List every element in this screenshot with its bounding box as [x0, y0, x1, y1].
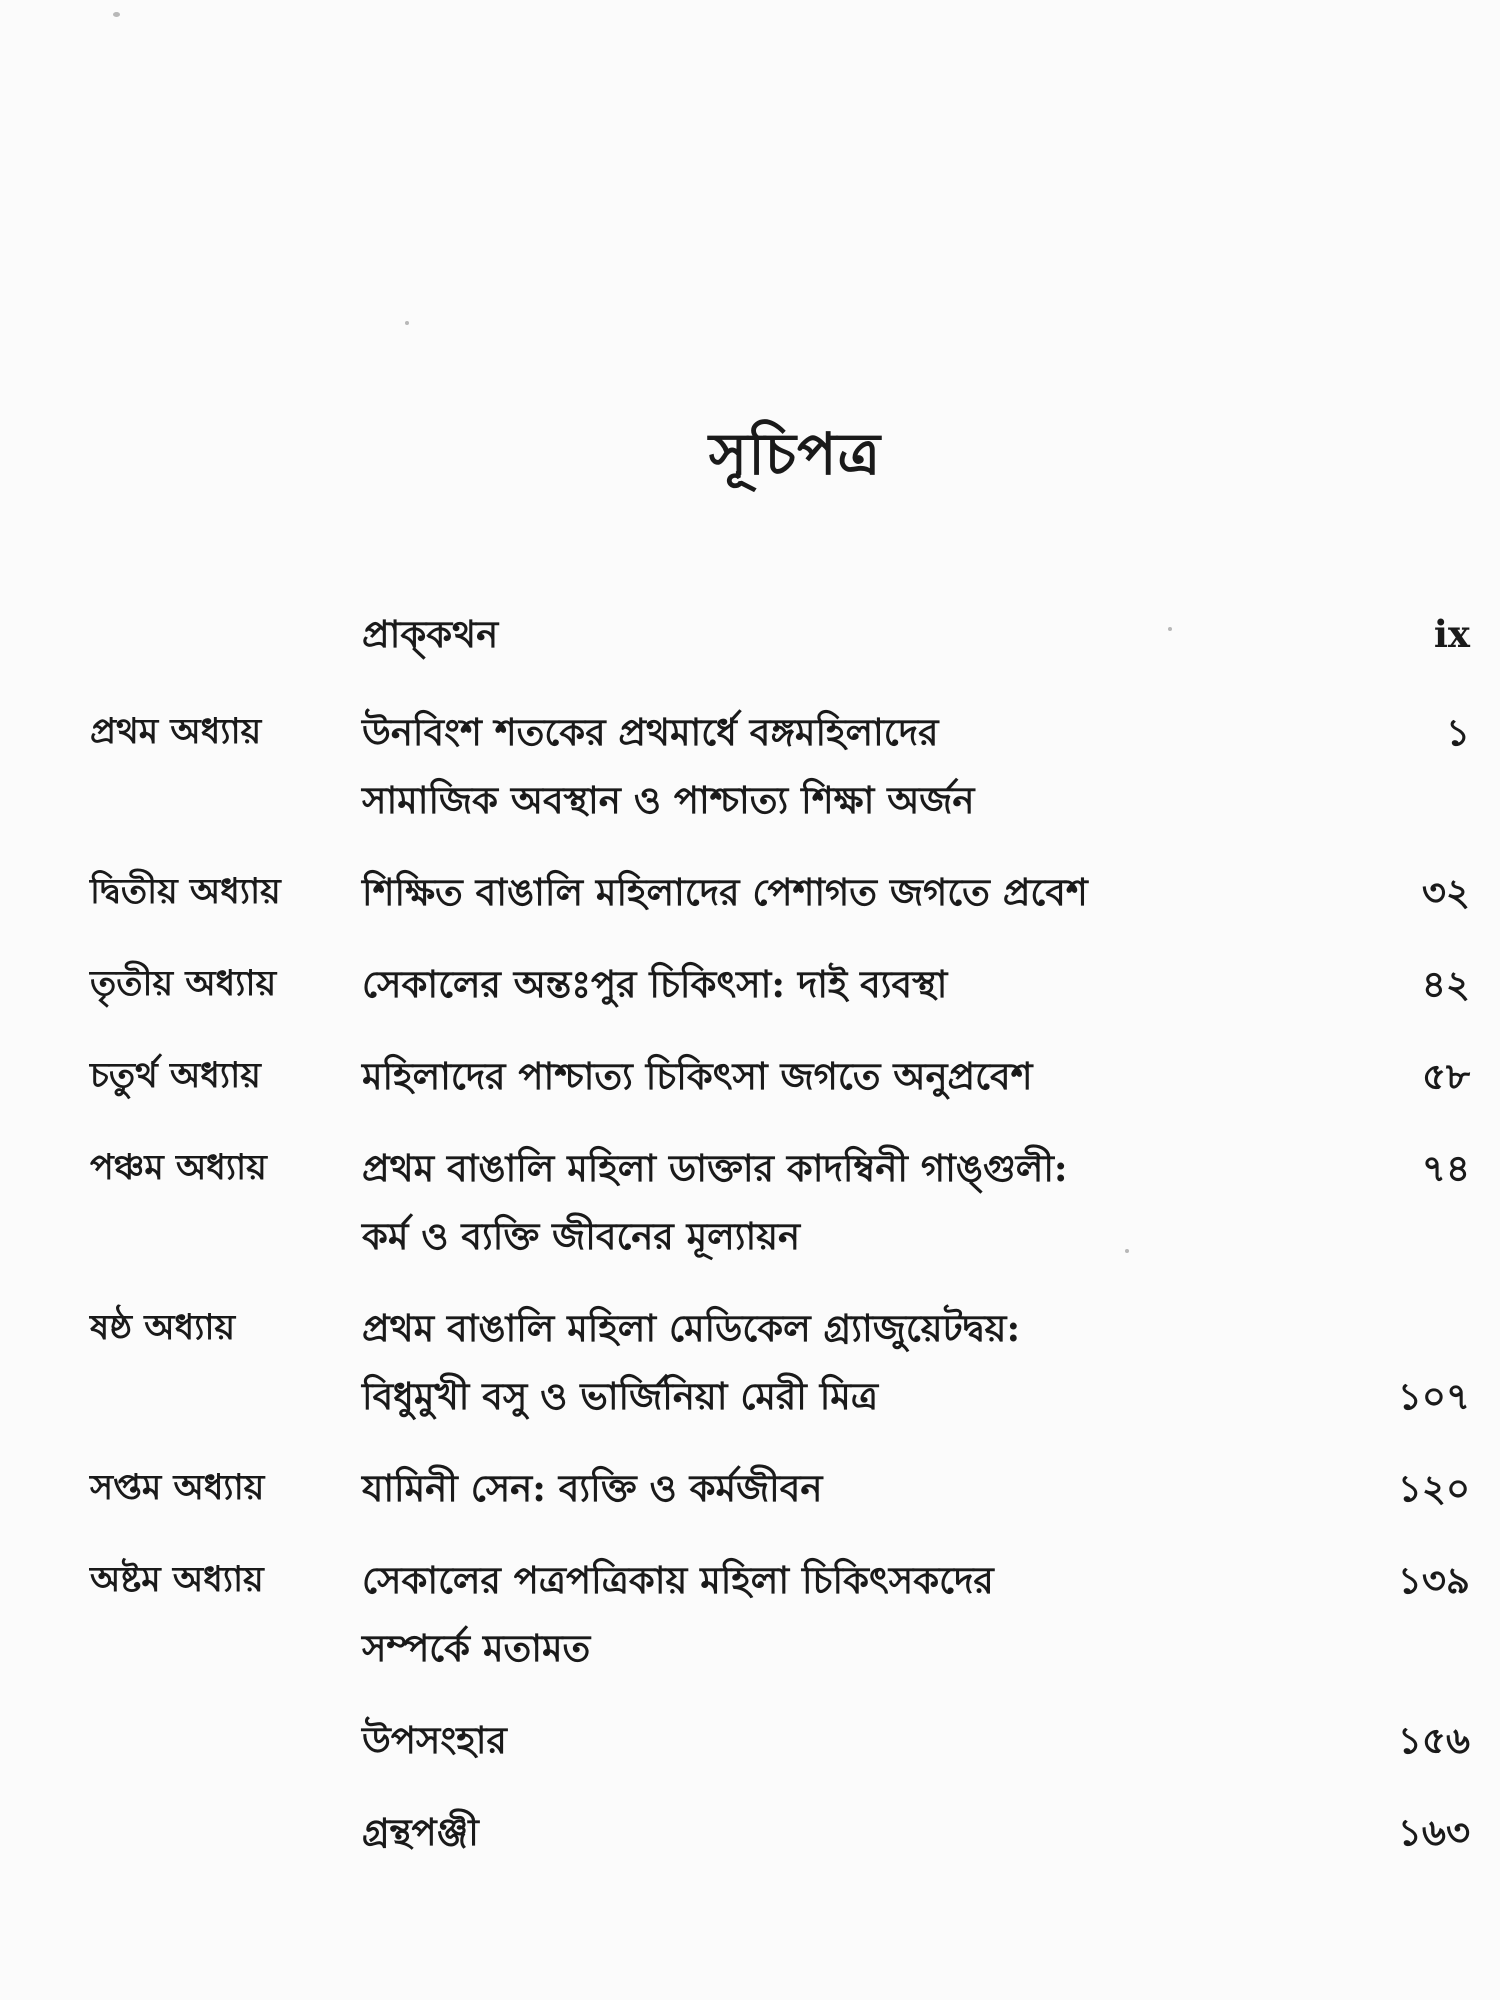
heading-line: সামাজিক অবস্থান ও পাশ্চাত্য শিক্ষা অর্জন: [362, 778, 975, 822]
heading-line: শিক্ষিত বাঙালি মহিলাদের পেশাগত জগতে প্রবেশ: [362, 870, 1088, 914]
heading-line: প্রথম বাঙালি মহিলা ডাক্তার কাদম্বিনী গাঙ্গুলী:: [362, 1146, 1068, 1190]
heading-line: সেকালের অন্তঃপুর চিকিৎসা: দাই ব্যবস্থা: [362, 962, 948, 1006]
page-number: ১০৭: [1397, 1374, 1470, 1418]
chapter-label: সপ্তম অধ্যায়: [90, 1467, 265, 1508]
toc-entry-chapter-5: [90, 1134, 1470, 1270]
entry-heading: [362, 950, 1262, 1018]
entry-heading: [362, 1042, 1262, 1110]
heading-line: গ্রন্থপঞ্জী: [362, 1810, 479, 1854]
heading-line: মহিলাদের পাশ্চাত্য চিকিৎসা জগতে অনুপ্রবেশ: [362, 1054, 1033, 1098]
chapter-label: পঞ্চম অধ্যায়: [90, 1147, 267, 1188]
entry-heading: [362, 858, 1262, 926]
chapter-label: অষ্টম অধ্যায়: [90, 1559, 264, 1600]
toc-entry-chapter-7: [90, 1454, 1470, 1522]
toc-entry-chapter-6: [90, 1294, 1470, 1430]
toc-entry-chapter-4: [90, 1042, 1470, 1110]
heading-line: উনবিংশ শতকের প্রথমার্ধে বঙ্গমহিলাদের: [362, 710, 939, 754]
entry-heading: [362, 698, 1262, 834]
page-number: ৭৪: [1421, 1146, 1470, 1190]
toc-entry-chapter-8: [90, 1546, 1470, 1682]
print-speck: [405, 321, 409, 325]
heading-line: সম্পর্কে মতামত: [362, 1626, 591, 1670]
heading-line: কর্ম ও ব্যক্তি জীবনের মূল্যায়ন: [362, 1214, 801, 1258]
table-of-contents: [90, 600, 1470, 1854]
page-number: ১২০: [1397, 1466, 1470, 1510]
page-number: ৩২: [1421, 870, 1470, 914]
heading-line: যামিনী সেন: ব্যক্তি ও কর্মজীবন: [362, 1466, 823, 1510]
toc-entry-chapter-3: [90, 950, 1470, 1018]
entry-heading: [362, 600, 1262, 668]
toc-entry-chapter-1: [90, 698, 1470, 834]
entry-heading: [362, 1454, 1262, 1522]
page-title: সূচিপত্র: [708, 420, 882, 488]
heading-line: প্রথম বাঙালি মহিলা মেডিকেল গ্র্যাজুয়েটদ্বয়:: [362, 1306, 1021, 1350]
chapter-label: দ্বিতীয় অধ্যায়: [90, 871, 281, 912]
print-speck: [113, 12, 120, 17]
toc-entry-epilogue: [90, 1706, 1470, 1774]
heading-line: বিধুমুখী বসু ও ভার্জিনিয়া মেরী মিত্র: [362, 1374, 879, 1418]
toc-entry-chapter-2: [90, 858, 1470, 926]
page-number: ৪২: [1421, 962, 1470, 1006]
entry-heading: [362, 1546, 1262, 1682]
chapter-label: তৃতীয় অধ্যায়: [90, 963, 277, 1004]
entry-heading: [362, 1798, 1262, 1866]
page-number: ix: [1433, 612, 1470, 656]
entry-heading: [362, 1134, 1262, 1270]
page-number: ১৩৯: [1397, 1558, 1470, 1602]
heading-line: সেকালের পত্রপত্রিকায় মহিলা চিকিৎসকদের: [362, 1558, 994, 1602]
page-number: ৫৮: [1421, 1054, 1470, 1098]
toc-entry-preface: [90, 600, 1470, 668]
entry-heading: [362, 1294, 1262, 1430]
chapter-label: প্রথম অধ্যায়: [90, 711, 262, 752]
entry-heading: [362, 1706, 1262, 1774]
page-number: ১৬৩: [1397, 1810, 1470, 1854]
page-number: ১: [1445, 710, 1470, 754]
page-number: ১৫৬: [1397, 1718, 1470, 1762]
chapter-label: ষষ্ঠ অধ্যায়: [90, 1307, 236, 1348]
toc-entry-bibliography: [90, 1798, 1470, 1866]
heading-line: উপসংহার: [362, 1718, 507, 1762]
heading-line: প্রাক্‌কথন: [362, 612, 499, 656]
chapter-label: চতুর্থ অধ্যায়: [90, 1055, 261, 1096]
